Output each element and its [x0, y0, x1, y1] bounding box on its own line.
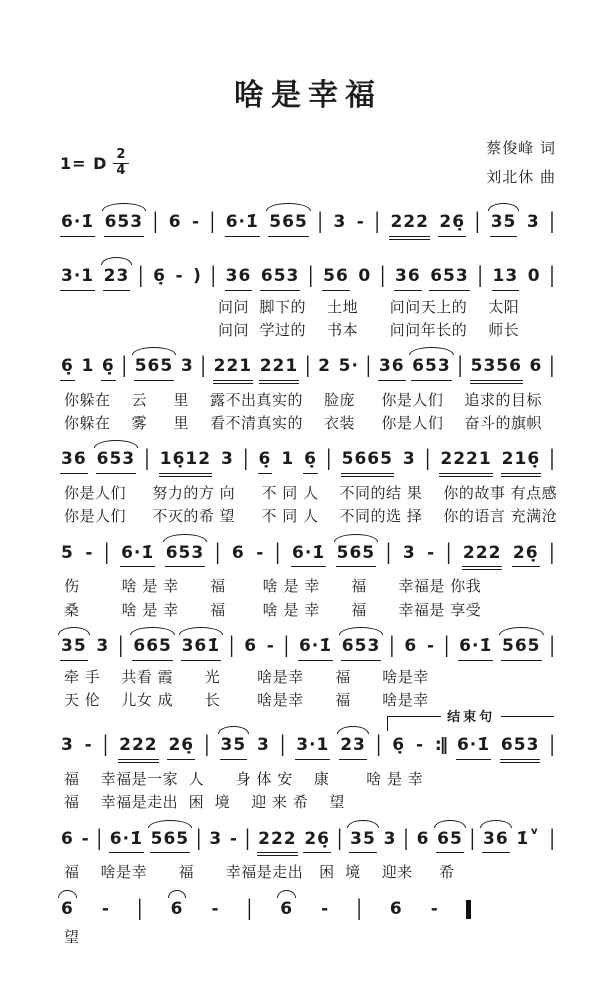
- composer-credit: 刘北休 曲: [486, 167, 556, 186]
- barline: |: [445, 539, 453, 565]
- barline: |: [549, 732, 556, 758]
- note-group: 565: [336, 542, 377, 568]
- note-group: -: [256, 542, 265, 563]
- lyrics-line: 问问 脚下的 土地 问问天上的 太阳: [218, 297, 520, 316]
- note-group: 6: [61, 828, 74, 849]
- note-group: 6: [389, 898, 403, 919]
- note-group: ): [193, 265, 202, 286]
- notes-row: [60, 825, 556, 857]
- key-signature-text: 1= D: [60, 153, 108, 173]
- note-group: 35: [349, 828, 377, 854]
- note-group: 6: [416, 828, 430, 849]
- note-group: 13: [492, 265, 520, 291]
- note-group: 653: [96, 448, 137, 474]
- barline: |: [244, 825, 252, 851]
- note-group: 653: [429, 265, 470, 291]
- barline: |: [549, 353, 556, 379]
- barline: |: [356, 895, 363, 921]
- note-group: -: [415, 735, 424, 756]
- barline: |: [242, 446, 250, 472]
- barline: |: [549, 446, 556, 472]
- note-group: 6·1̇: [225, 211, 260, 237]
- note-group: -: [266, 635, 275, 656]
- note-group: 653: [500, 734, 541, 763]
- barline: |: [103, 539, 111, 565]
- lyrics-line: 福 幸福是走出 困 境 迎 来 希 望: [64, 793, 345, 812]
- note-group: 35: [220, 734, 248, 760]
- note-group: 5: [61, 542, 74, 563]
- note-group: 3: [526, 212, 540, 232]
- note-group: -: [229, 828, 238, 849]
- barline: |: [549, 825, 556, 851]
- barline: |: [549, 633, 556, 659]
- music-system: [60, 448, 556, 528]
- note-group: -: [211, 898, 220, 919]
- note-group: 35: [60, 635, 88, 661]
- note-group: -: [101, 898, 110, 919]
- note-group: 5·: [338, 356, 359, 377]
- note-group: 5665: [341, 448, 394, 477]
- notes-row: [60, 355, 556, 384]
- barline: |: [336, 825, 344, 851]
- note-group: 6·1̇: [291, 542, 326, 568]
- note-group: 0: [527, 265, 541, 286]
- note-group: 6·1̇: [120, 542, 155, 568]
- notes-row: [60, 710, 556, 763]
- barline: |: [379, 263, 387, 289]
- breath-mark: v: [530, 825, 539, 837]
- key-signature: [60, 134, 129, 179]
- music-system: [60, 265, 556, 342]
- barline: |: [209, 209, 217, 235]
- barline: |: [203, 732, 211, 758]
- note-group: 565: [134, 355, 175, 381]
- lyrics-line: 牵 手 共看 霞 光 啥是幸 福 啥是幸: [64, 667, 429, 686]
- note-group: 6: [60, 898, 75, 922]
- music-system: [60, 710, 556, 814]
- lyrics-line: 你是人们 不灭的希 望 不 同 人 不同的选 择 你的语言 充满沧: [64, 507, 558, 526]
- notes-row: [60, 635, 556, 661]
- repeat-sign: :‖: [434, 735, 447, 756]
- barline: |: [136, 895, 144, 921]
- note-group: 65: [436, 828, 464, 854]
- note-group: 3: [402, 542, 416, 563]
- music-system: [60, 825, 556, 885]
- barline: |: [121, 353, 129, 379]
- credits: [486, 134, 556, 191]
- note-group: 23: [103, 265, 131, 291]
- note-group: 0: [358, 265, 372, 286]
- note-group: -: [430, 898, 439, 919]
- barline: |: [374, 209, 381, 235]
- note-group: 3: [180, 356, 194, 377]
- note-group: 3: [383, 828, 397, 849]
- barline: |: [200, 353, 207, 379]
- note-group: 222: [462, 542, 503, 571]
- note-group: 6̣: [153, 265, 166, 286]
- note-group: 6: [279, 898, 294, 922]
- lyrics-line: 天 伦 儿女 成 长 啥是幸 福 啥是幸: [64, 691, 429, 710]
- note-group: 6·1̇: [60, 211, 95, 237]
- barline: |: [96, 825, 104, 851]
- note-group: 361̇: [181, 635, 222, 661]
- meta-row: [60, 134, 556, 191]
- note-group: 26̣: [438, 211, 466, 237]
- note-group: 3: [221, 449, 234, 470]
- note-group: 6·1̇: [298, 635, 333, 661]
- notes-row: [60, 211, 556, 240]
- lyrics-line: 你躲在 云 里 露不出真实的 脸庞 你是人们 追求的目标: [64, 390, 542, 409]
- note-group: 3: [333, 212, 347, 232]
- note-group: 653: [411, 355, 452, 381]
- notes-row: [60, 448, 556, 477]
- ending-label: 结束句: [441, 706, 501, 725]
- barline: |: [457, 353, 464, 379]
- barline: |: [365, 353, 373, 379]
- note-group: 3: [209, 828, 223, 849]
- time-signature: [113, 148, 129, 179]
- note-group: 3·1: [60, 265, 95, 291]
- music-system: [60, 635, 556, 712]
- note-group: 653: [341, 635, 382, 661]
- note-group: 36: [225, 265, 253, 291]
- note-group: -: [81, 828, 90, 849]
- lyrics-line: 问问 学过的 书本 问问年长的 师长: [218, 320, 520, 339]
- note-group: 565: [501, 635, 542, 661]
- note-group: 222: [257, 828, 298, 857]
- note-group: 36: [482, 828, 510, 854]
- music-system: [60, 355, 556, 435]
- barline: |: [385, 539, 393, 565]
- note-group: 36: [394, 265, 422, 291]
- note-group: 1̇: [516, 828, 530, 849]
- note-group: 26̣: [167, 734, 195, 760]
- barline: |: [549, 209, 556, 235]
- note-group: 6̣: [101, 355, 116, 381]
- lyrics-line: 桑 啥 是 幸 福 啥 是 幸 福 幸福是 享受: [64, 600, 482, 619]
- barline: |: [246, 895, 254, 921]
- note-group: 16̣12: [159, 448, 212, 477]
- barline: |: [477, 263, 484, 289]
- note-group: -: [321, 898, 330, 919]
- barline: |: [403, 825, 410, 851]
- note-group: 221: [259, 355, 300, 384]
- barline: |: [474, 209, 482, 235]
- note-group: 222: [389, 211, 430, 240]
- time-signature-numerator: 2: [113, 148, 129, 164]
- score: [60, 211, 556, 950]
- note-group: 565: [150, 828, 191, 854]
- note-group: 1: [281, 449, 295, 470]
- note-group: -: [85, 542, 94, 563]
- lyrics-line: 福 啥是幸 福 幸福是走出 困 境 迎来 希: [64, 863, 455, 882]
- note-group: 565: [268, 211, 309, 237]
- notes-row: [60, 265, 556, 291]
- music-system: [60, 539, 556, 622]
- note-group: -: [426, 635, 436, 656]
- note-group: 6: [170, 898, 185, 922]
- note-group: -: [356, 212, 365, 232]
- note-group: 6̣: [303, 448, 318, 474]
- note-group: 6·1̇: [458, 635, 493, 661]
- music-system: [60, 895, 556, 950]
- barline: |: [283, 633, 291, 659]
- note-group: 653: [104, 211, 145, 237]
- note-group: 6̣: [258, 448, 273, 474]
- note-group: -: [175, 265, 184, 286]
- note-group: 6: [231, 542, 245, 563]
- barline: |: [274, 539, 282, 565]
- barline: |: [469, 825, 477, 851]
- note-group: 5356: [470, 355, 523, 384]
- barline: |: [144, 446, 151, 472]
- lyrics-line: 你躲在 雾 里 看不清真实的 衣装 你是人们 奋斗的旗帜: [64, 414, 542, 433]
- barline: |: [279, 732, 287, 758]
- note-group: 6: [244, 635, 258, 656]
- note-group: 6: [529, 356, 543, 377]
- barline: |: [214, 539, 222, 565]
- lyrics-line: 你是人们 努力的方 向 不 同 人 不同的结 果 你的故事 有点感: [64, 484, 558, 503]
- note-group: -: [84, 735, 93, 756]
- ending-bracket: [387, 710, 554, 731]
- final-barline: [466, 900, 471, 919]
- note-group: 2221: [439, 448, 492, 477]
- barline: |: [195, 825, 203, 851]
- note-group: 36: [378, 355, 406, 381]
- note-group: -: [192, 212, 201, 232]
- note-group: 35: [490, 211, 518, 237]
- barline: |: [102, 732, 110, 758]
- barline: |: [424, 446, 432, 472]
- note-group: 6·1̇: [456, 734, 491, 760]
- barline: |: [317, 209, 324, 235]
- note-group: 3: [61, 735, 74, 756]
- note-group: 2: [318, 356, 332, 377]
- barline: |: [117, 633, 125, 659]
- note-group: 222: [118, 734, 159, 763]
- barline: |: [137, 263, 145, 289]
- song-title: 啥是幸福: [234, 78, 382, 113]
- note-group: 653: [165, 542, 206, 568]
- barline: |: [549, 263, 556, 289]
- barline: |: [388, 633, 396, 659]
- time-signature-denominator: 4: [116, 162, 127, 178]
- note-group: 3: [257, 735, 270, 756]
- note-group: 3·1: [295, 734, 330, 760]
- notes-row: [60, 895, 556, 922]
- note-group: 1: [81, 356, 95, 377]
- note-group: 6: [168, 212, 182, 232]
- note-group: 6̣: [60, 355, 75, 381]
- barline: |: [228, 633, 236, 659]
- note-group: -: [427, 542, 436, 563]
- note-group: 6·1̇: [109, 828, 144, 854]
- barline: |: [443, 633, 451, 659]
- barline: |: [304, 353, 312, 379]
- note-group: 3: [402, 449, 416, 470]
- note-group: 653: [260, 265, 301, 291]
- barline: |: [375, 732, 383, 758]
- lyricist-credit: 蔡俊峰 词: [486, 139, 556, 157]
- note-group: 216̣: [501, 448, 542, 477]
- note-group: 56: [322, 265, 350, 291]
- barline: |: [549, 539, 556, 565]
- note-group: 6: [404, 635, 418, 656]
- barline: |: [210, 263, 218, 289]
- note-group: 221: [213, 355, 254, 384]
- music-system: [60, 211, 556, 240]
- notes-row: [60, 539, 556, 571]
- note-group: 665: [132, 635, 173, 661]
- note-group: 6̣: [392, 735, 406, 756]
- note-group: 3: [96, 635, 110, 656]
- note-group: 26̣: [303, 828, 331, 854]
- note-group: 26̣: [512, 542, 540, 568]
- lyrics-line: 伤 啥 是 幸 福 啥 是 幸 福 幸福是 你我: [64, 577, 482, 596]
- note-group: 36: [60, 448, 88, 474]
- note-group: 23: [339, 734, 367, 760]
- barline: |: [152, 209, 160, 235]
- lyrics-line: 望: [64, 928, 80, 947]
- lyrics-line: 福 幸福是一家 人 身 体 安 康 啥 是 幸: [64, 770, 424, 789]
- barline: |: [307, 263, 315, 289]
- barline: |: [325, 446, 333, 472]
